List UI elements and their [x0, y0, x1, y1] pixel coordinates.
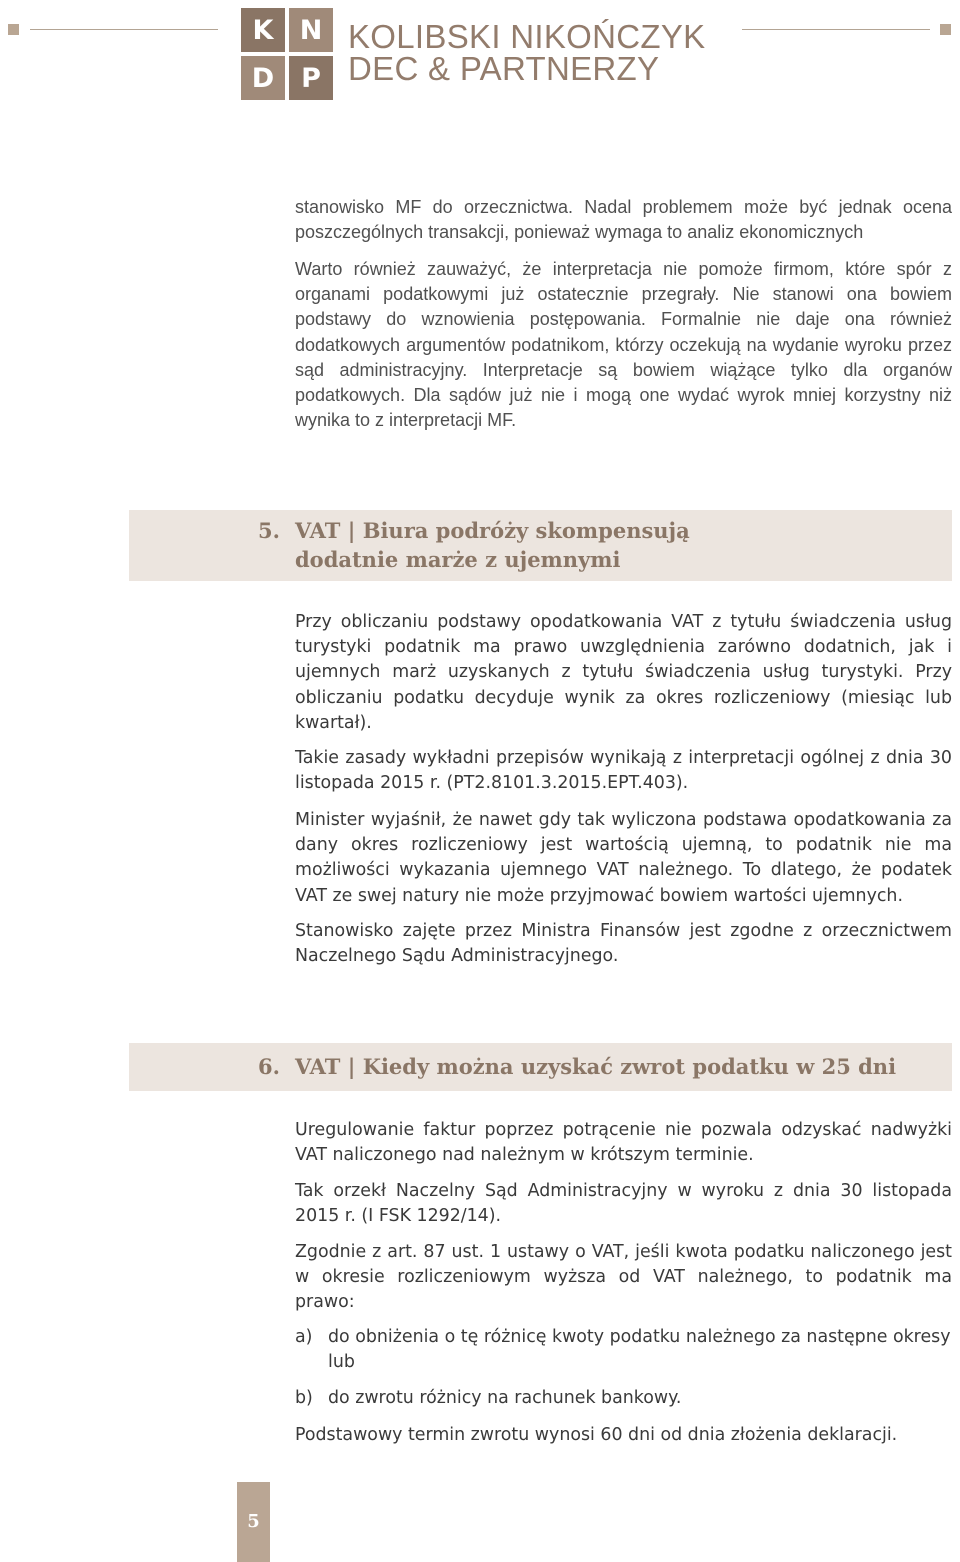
logo-letter-p: P: [289, 56, 333, 100]
header-left-square-icon: [8, 24, 19, 35]
continued-paragraph-2: Warto również zauważyć, że interpretacja nie pomoże firmom, które spór z organami podatkowymi już ostatecznie przegrały. Nie stanowi ona bowiem podstawy do wznowienia postępowania. Formalnie nie daje ona również dodatkowych argumentów podatnikom, którzy oczekują na wydanie wyroku przez sąd administracyjny. Interpretacje są bowiem wiążące tylko dla organów podatkowych. Dla sądów już nie i mogą one wydać wyrok mniej korzystny niż wynika to z interpretacji MF.: [295, 259, 952, 431]
list-item-letter-a: a): [295, 1327, 313, 1347]
list-item-b: do zwrotu różnicy na rachunek bankowy.: [328, 1388, 682, 1408]
firm-name-line1: KOLIBSKI NIKOŃCZYK: [348, 18, 706, 55]
section5-title-line1: VAT | Biura podróży skompensują: [295, 518, 690, 543]
section6-last-paragraph: Podstawowy termin zwrotu wynosi 60 dni od dnia złożenia deklaracji.: [295, 1425, 898, 1445]
section6-title: VAT | Kiedy można uzyskać zwrot podatku w 25 dni: [295, 1054, 897, 1079]
section5-paragraph-4: Stanowisko zajęte przez Ministra Finansów jest zgodne z orzecznictwem Naczelnego Sądu Administracyjnego.: [295, 921, 952, 967]
section5-paragraph-3: Minister wyjaśnił, że nawet gdy tak wyliczona podstawa opodatkowania za dany okres rozliczeniowy jest wartością ujemną, to podatnik nie ma możliwości wykazania ujemnego VAT należnego. To dlatego, że podatek VAT ze swej natury nie może przyjmować bowiem wartości ujemnych.: [295, 810, 952, 906]
logo-letter-k: K: [241, 8, 285, 52]
list-item-letter-b: b): [295, 1388, 313, 1408]
section6-paragraph-3: Zgodnie z art. 87 ust. 1 ustawy o VAT, jeśli kwota podatku naliczonego jest w okresie rozliczeniowym wyższa od VAT należnego, to podatnik ma prawo:: [295, 1242, 952, 1313]
continued-paragraph-1: stanowisko MF do orzecznictwa. Nadal problemem może być jednak ocena poszczególnych transakcji, ponieważ wymaga to analiz ekonomicznych: [295, 197, 952, 243]
list-item-a: do obniżenia o tę różnicę kwoty podatku należnego za następne okresy lub: [328, 1327, 951, 1372]
section5-paragraph-1: Przy obliczaniu podstawy opodatkowania VAT z tytułu świadczenia usług turystyki podatnik ma prawo uwzględnienia zarówno dodatnich, jak i ujemnych marż uzyskanych z tytułu świadczenia usług turystyki. Przy obliczaniu podatku decyduje wynik za okres rozliczeniowy (miesiąc lub kwartał).: [295, 612, 952, 733]
section6-number: 6.: [258, 1054, 280, 1079]
page-number: 5: [237, 1482, 270, 1562]
section5-number: 5.: [258, 518, 280, 543]
firm-name-line2: DEC & PARTNERZY: [348, 50, 660, 87]
section5-paragraph-2: Takie zasady wykładni przepisów wynikają z interpretacji ogólnej z dnia 30 listopada 2015 r. (PT2.8101.3.2015.EPT.403).: [295, 748, 952, 794]
logo-letter-n: N: [289, 8, 333, 52]
header-left-rule: [30, 29, 218, 30]
section6-paragraph-2: Tak orzekł Naczelny Sąd Administracyjny w wyroku z dnia 30 listopada 2015 r. (I FSK 1292/14).: [295, 1181, 952, 1227]
header-right-rule: [742, 29, 930, 30]
section5-title-line2: dodatnie marże z ujemnymi: [295, 547, 621, 572]
header-right-square-icon: [940, 24, 951, 35]
logo-letter-d: D: [241, 56, 285, 100]
section6-paragraph-1: Uregulowanie faktur poprzez potrącenie nie pozwala odzyskać nadwyżki VAT naliczonego nad należnym w krótszym terminie.: [295, 1120, 952, 1166]
